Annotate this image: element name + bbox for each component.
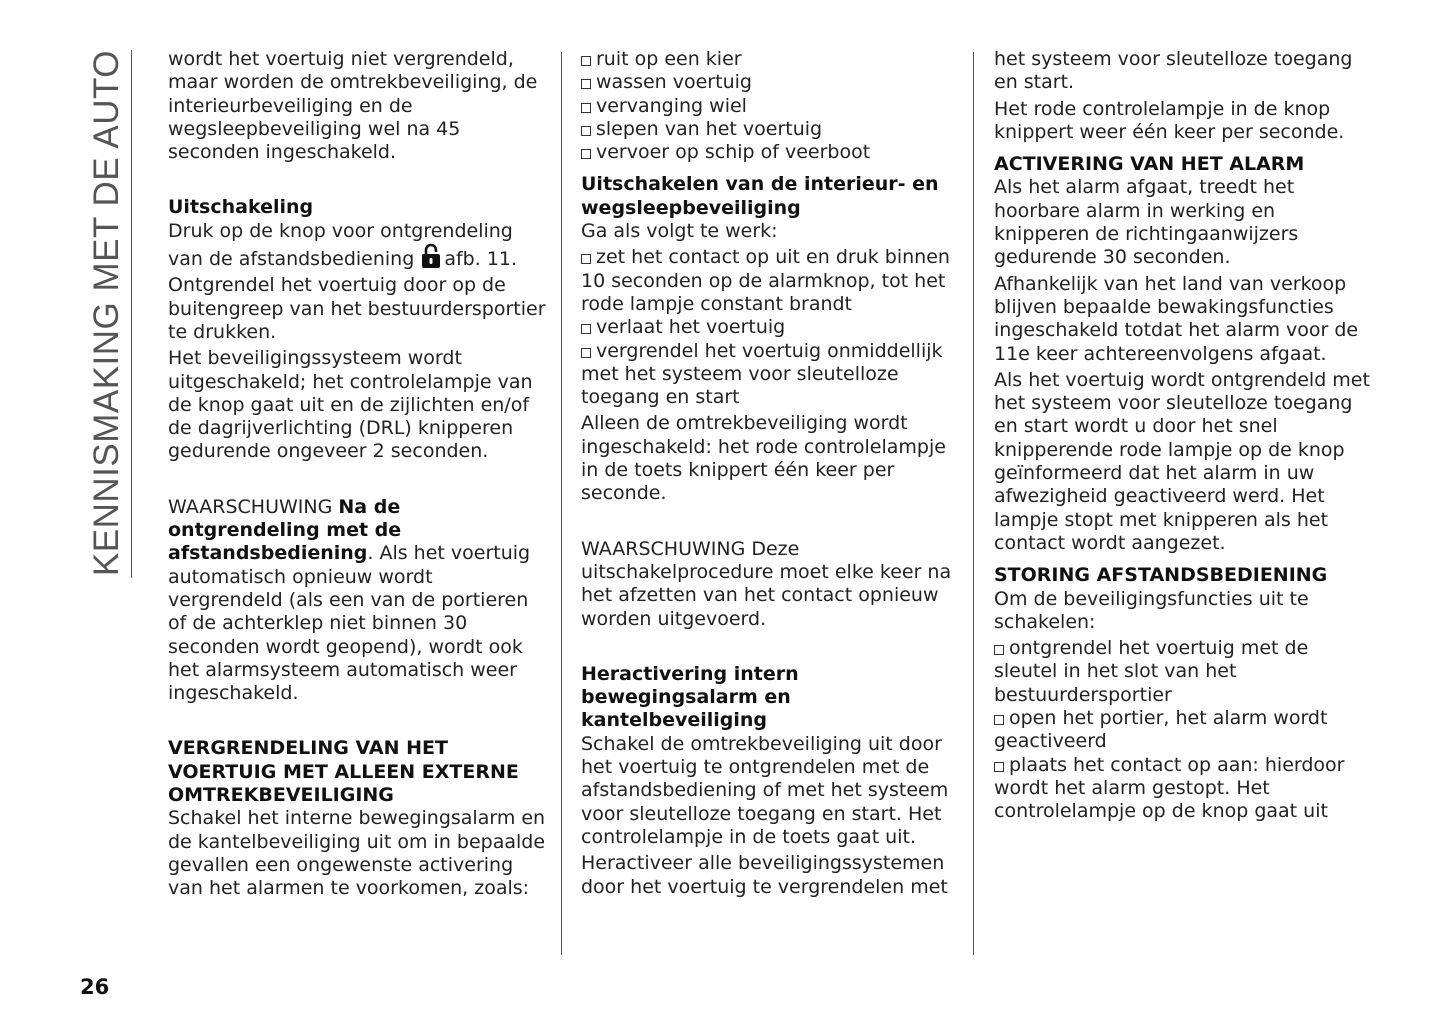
checkbox-square-icon bbox=[581, 254, 591, 264]
page-number: 26 bbox=[80, 975, 110, 999]
heractivering-paragraph-1: Schakel de omtrekbeveiliging uit door het voertuig te ontgrendelen met de afstandsbediening of met het systeem voor sleutelloze toegang en start. Het controlelampje in de toets gaat uit. bbox=[581, 732, 949, 848]
list-item: vergrendel het voertuig onmiddellijk met het systeem voor sleutelloze toegang en start bbox=[581, 339, 943, 409]
activering-heading: ACTIVERING VAN HET ALARM bbox=[994, 153, 1305, 176]
list-item: ruit op een kier bbox=[581, 48, 963, 71]
checkbox-square-icon bbox=[994, 645, 1004, 655]
list-item: wassen voertuig bbox=[581, 71, 963, 94]
uitschakelen-intro: Ga als volgt te werk: bbox=[581, 220, 778, 243]
checkbox-square-icon bbox=[581, 126, 591, 136]
uitschakeling-paragraph-1: Druk op de knop voor ontgrendeling van de afstandsbediening afb. 11. bbox=[168, 219, 518, 271]
checkbox-square-icon bbox=[581, 324, 591, 334]
list-item: verlaat het voertuig bbox=[581, 316, 963, 339]
list-item: slepen van het voertuig bbox=[581, 118, 963, 141]
column-2 bbox=[581, 48, 963, 899]
checkbox-square-icon bbox=[581, 56, 591, 66]
uitschakelen-paragraph: Alleen de omtrekbeveiliging wordt ingeschakeld: het rode controlelampje in de toets knippert één keer per seconde. bbox=[581, 412, 946, 505]
checkbox-square-icon bbox=[581, 149, 591, 159]
chapter-title-text: KENNISMAKING MET DE AUTO bbox=[87, 50, 126, 577]
storing-heading: STORING AFSTANDSBEDIENING bbox=[994, 564, 1328, 587]
list-item: ontgrendel het voertuig met de sleutel in het slot van het bestuurdersportier bbox=[994, 637, 1309, 706]
checkbox-square-icon bbox=[581, 348, 591, 358]
vergrendeling-heading: VERGRENDELING VAN HET VOERTUIG MET ALLEEN EXTERNE OMTREKBEVEILIGING bbox=[168, 737, 519, 807]
uitschakeling-paragraph-2: Ontgrendel het voertuig door op de buitengreep van het bestuurdersportier te drukken. bbox=[168, 274, 546, 343]
continuation-paragraph-1: het systeem voor sleutelloze toegang en start. bbox=[994, 48, 1353, 94]
checkbox-square-icon bbox=[994, 715, 1004, 725]
list-item: zet het contact op uit en druk binnen 10 seconden op de alarmknop, tot het rode lampje constant brandt bbox=[581, 246, 950, 315]
intro-paragraph: wordt het voertuig niet vergrendeld, maar worden de omtrekbeveiliging, de interieurbeveiliging en de wegsleepbeveiliging wel na 45 seconden ingeschakeld. bbox=[168, 48, 538, 164]
continuation-paragraph-2: Het rode controlelampje in de knop knippert weer één keer per seconde. bbox=[994, 97, 1345, 143]
warning-paragraph: WAARSCHUWING Na de ontgrendeling met de afstandsbediening. Als het voertuig automatisch opnieuw wordt vergrendeld (als een van de portieren of de achterklep niet binnen 30 seconden wordt geopend), wordt ook het alarmsysteem automatisch weer ingeschakeld. bbox=[168, 495, 531, 705]
padlock-icon bbox=[421, 243, 441, 269]
checkbox-square-icon bbox=[581, 79, 591, 89]
activering-paragraph-2: Afhankelijk van het land van verkoop blijven bepaalde bewakingsfuncties ingeschakeld totdat het alarm voor de 11e keer achtereenvolgens afgaat. bbox=[994, 272, 1359, 365]
list-item: open het portier, het alarm wordt geactiveerd bbox=[994, 707, 1328, 753]
column-3 bbox=[994, 48, 1376, 824]
activering-paragraph-3: Als het voertuig wordt ontgrendeld met het systeem voor sleutelloze toegang en start wordt u door het snel knipperende rode lampje op de knop geïnformeerd dat het alarm in uw afwezigheid geactiveerd werd. Het lampje stopt met knipperen als het contact wordt aangezet. bbox=[994, 368, 1370, 554]
column-1 bbox=[168, 48, 546, 901]
list-item: vervanging wiel bbox=[581, 95, 963, 118]
heractivering-paragraph-2: Heractiveer alle beveiligingssystemen door het voertuig te vergrendelen met bbox=[581, 852, 948, 898]
chapter-side-title bbox=[83, 50, 132, 578]
list-item: plaats het contact op aan: hierdoor wordt het alarm gestopt. Het controlelampje op de knop gaat uit bbox=[994, 753, 1345, 823]
list-item: vervoer op schip of veerboot bbox=[581, 141, 963, 164]
column-divider bbox=[973, 52, 974, 955]
uitschakeling-heading: Uitschakeling bbox=[168, 196, 314, 219]
heractivering-heading: Heractivering intern bewegingsalarm en kantelbeveiliging bbox=[581, 662, 799, 732]
activering-paragraph-1: Als het alarm afgaat, treedt het hoorbare alarm in werking en knipperen de richtingaanwijzers gedurende 30 seconden. bbox=[994, 176, 1299, 269]
checkbox-square-icon bbox=[581, 103, 591, 113]
vergrendeling-paragraph: Schakel het interne bewegingsalarm en de kantelbeveiliging uit om in bepaalde gevallen een ongewenste activering van het alarmen te voorkomen, zoals: bbox=[168, 807, 546, 900]
uitschakelen-heading: Uitschakelen van de interieur- en wegsleepbeveiliging bbox=[581, 173, 939, 219]
uitschakeling-paragraph-3: Het beveiligingssysteem wordt uitgeschakeld; het controlelampje van de knop gaat uit en de zijlichten en/of de dagrijverlichting (DRL) knipperen gedurende ongeveer 2 seconden. bbox=[168, 347, 533, 463]
checkbox-square-icon bbox=[994, 762, 1004, 772]
storing-intro: Om de beveiligingsfuncties uit te schakelen: bbox=[994, 587, 1309, 633]
warning-paragraph-2: WAARSCHUWING Deze uitschakelprocedure moet elke keer na het afzetten van het contact opnieuw worden uitgevoerd. bbox=[581, 537, 952, 630]
column-divider bbox=[561, 52, 562, 955]
